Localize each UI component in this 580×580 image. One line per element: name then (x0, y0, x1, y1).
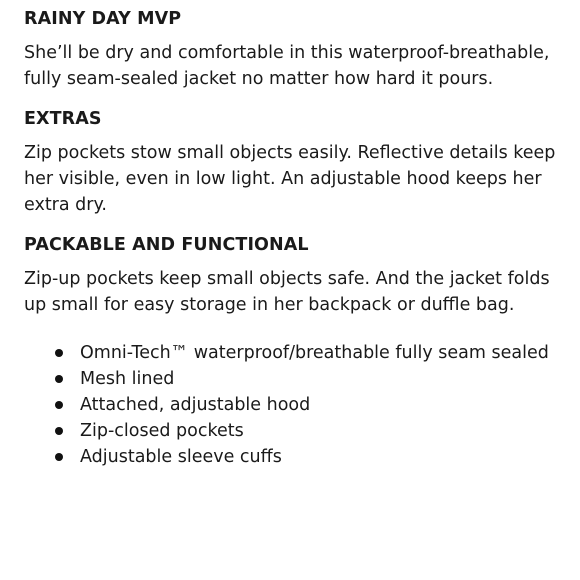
list-item (24, 340, 560, 366)
feature-text: Mesh lined (80, 369, 175, 389)
feature-text: Omni-Tech™ waterproof/breathable fully seam sealed (80, 343, 549, 363)
list-item (24, 366, 560, 392)
list-item (24, 418, 560, 444)
feature-text: Adjustable sleeve cuffs (80, 447, 282, 467)
bullet-icon (55, 427, 63, 435)
section-heading-packable-and-functional: PACKABLE AND FUNCTIONAL (24, 235, 309, 255)
feature-list (24, 340, 560, 470)
section-body-rainy-day-mvp: She’ll be dry and comfortable in this waterproof-breathable, fully seam-sealed jacket no matter how hard it pours. (24, 43, 550, 89)
feature-text: Zip-closed pockets (80, 421, 244, 441)
list-item (24, 392, 560, 418)
bullet-icon (55, 375, 63, 383)
section-heading-extras: EXTRAS (24, 109, 102, 129)
bullet-icon (55, 349, 63, 357)
section-body-extras: Zip pockets stow small objects easily. Reflective details keep her visible, even in low light. An adjustable hood keeps her extra dry. (24, 143, 556, 215)
section-body-packable-and-functional: Zip-up pockets keep small objects safe. And the jacket folds up small for easy storage in her backpack or duffle bag. (24, 269, 550, 315)
bullet-icon (55, 453, 63, 461)
section-heading-rainy-day-mvp: RAINY DAY MVP (24, 9, 182, 29)
feature-text: Attached, adjustable hood (80, 395, 311, 415)
bullet-icon (55, 401, 63, 409)
list-item (24, 444, 560, 470)
